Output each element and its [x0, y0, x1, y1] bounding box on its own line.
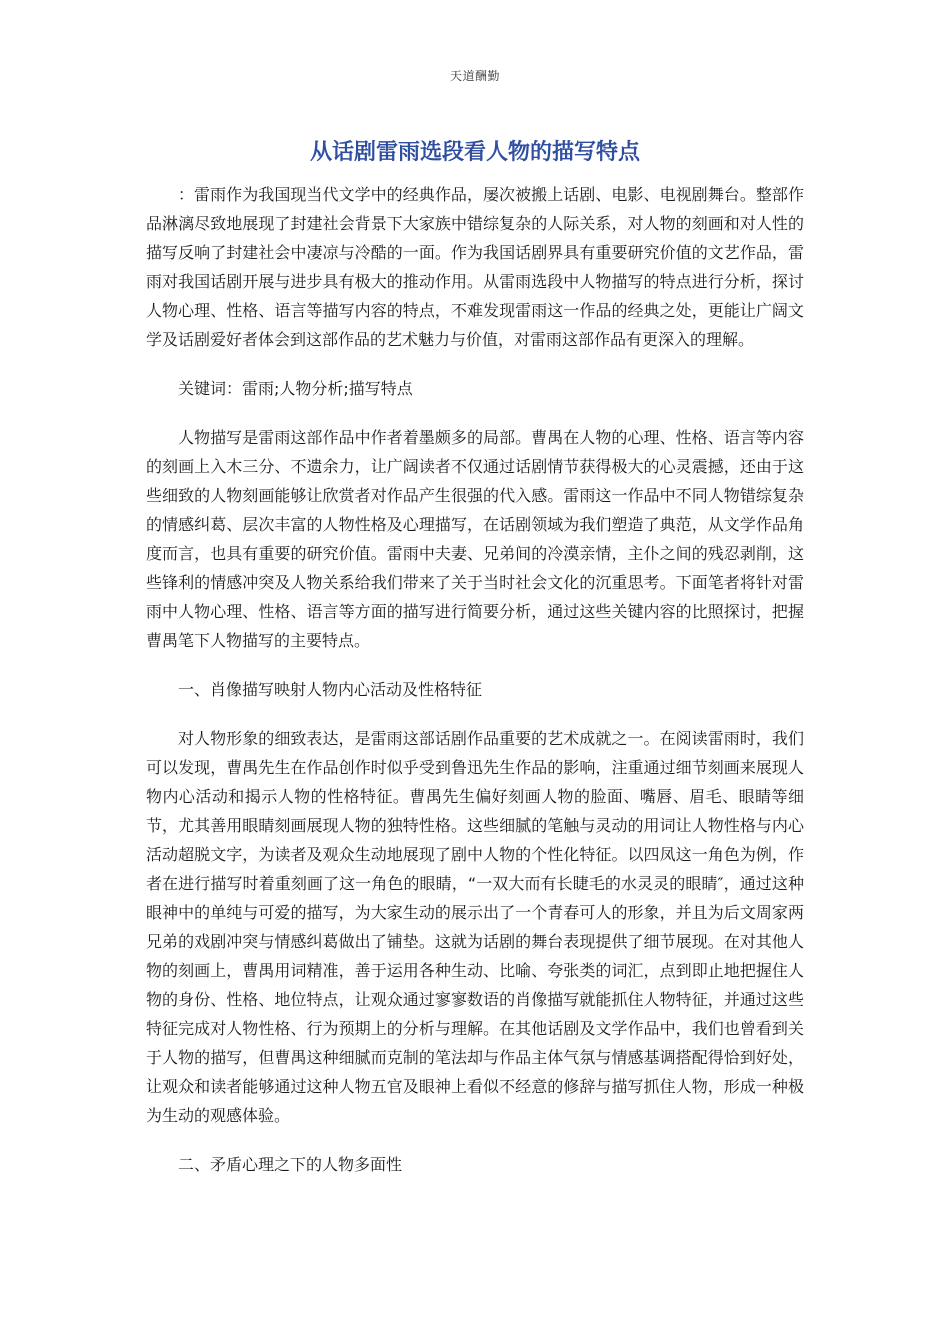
section-2-heading: 二、矛盾心理之下的人物多面性 — [178, 1155, 403, 1174]
keywords-line: 关键词：雷雨;人物分析;描写特点 — [178, 379, 413, 398]
document-title: 从话剧雷雨选段看人物的描写特点 — [309, 140, 640, 165]
abstract-paragraph: ：雷雨作为我国现当代文学中的经典作品，屡次被搬上话剧、电影、电视剧舞台。整部作品淋漓尽致地展现了封建社会背景下大家族中错综复杂的人际关系，对人物的刻画和对人性的描写反响了封建社会中凄凉与冷酷的一面。作为我国话剧界具有重要研究价值的文艺作品，雷雨对我国话剧开展与进步具有极大的推动作用。从雷雨选段中人物描写的特点进行分析，探讨人物心理、性格、语言等描写内容的特点，不难发现雷雨这一作品的经典之处，更能让广阔文学及话剧爱好者体会到这部作品的艺术魅力与价值，对雷雨这部作品有更深入的理解。 — [146, 185, 804, 349]
intro-paragraph: 人物描写是雷雨这部作品中作者着墨颇多的局部。曹禺在人物的心理、性格、语言等内容的刻画上入木三分、不遗余力，让广阔读者不仅通过话剧情节获得极大的心灵震撼，还由于这些细致的人物刻画能够让欣赏者对作品产生很强的代入感。雷雨这一作品中不同人物错综复杂的情感纠葛、层次丰富的人物性格及心理描写，在话剧领域为我们塑造了典范，从文学作品角度而言，也具有重要的研究价值。雷雨中夫妻、兄弟间的冷漠亲情，主仆之间的残忍剥削，这些锋利的情感冲突及人物关系给我们带来了关于当时社会文化的沉重思考。下面笔者将针对雷雨中人物心理、性格、语言等方面的描写进行简要分析，通过这些关键内容的比照探讨，把握曹禺笔下人物描写的主要特点。 — [146, 428, 804, 650]
section-1-paragraph: 对人物形象的细致表达，是雷雨这部话剧作品重要的艺术成就之一。在阅读雷雨时，我们可以发现，曹禺先生在作品创作时似乎受到鲁迅先生作品的影响，注重通过细节刻画来展现人物内心活动和揭示人物的性格特征。曹禺先生偏好刻画人物的脸面、嘴唇、眉毛、眼睛等细节，尤其善用眼睛刻画展现人物的独特性格。这些细腻的笔触与灵动的用词让人物性格与内心活动超脱文字，为读者及观众生动地展现了剧中人物的个性化特征。以四凤这一角色为例，作者在进行描写时着重刻画了这一角色的眼睛，“一双大而有长睫毛的水灵灵的眼睛″，通过这种眼神中的单纯与可爱的描写，为大家生动的展示出了一个青春可人的形象，并且为后文周家两兄弟的戏剧冲突与情感纠葛做出了铺垫。这就为话剧的舞台表现提供了细节展现。在对其他人物的刻画上，曹禺用词精准，善于运用各种生动、比喻、夸张类的词汇，点到即止地把握住人物的身份、性格、地位特点，让观众通过寥寥数语的肖像描写就能抓住人物特征，并通过这些特征完成对人物性格、行为预期上的分析与理解。在其他话剧及文学作品中，我们也曾看到关于人物的描写，但曹禺这种细腻而克制的笔法却与作品主体气氛与情感基调搭配得恰到好处，让观众和读者能够通过这种人物五官及眼神上看似不经意的修辞与描写抓住人物，形成一种极为生动的观感体验。 — [146, 729, 804, 1125]
document-body — [146, 180, 804, 1199]
section-1-heading: 一、肖像描写映射人物内心活动及性格特征 — [178, 680, 483, 699]
page-header: 天道酬勤 — [449, 69, 500, 83]
